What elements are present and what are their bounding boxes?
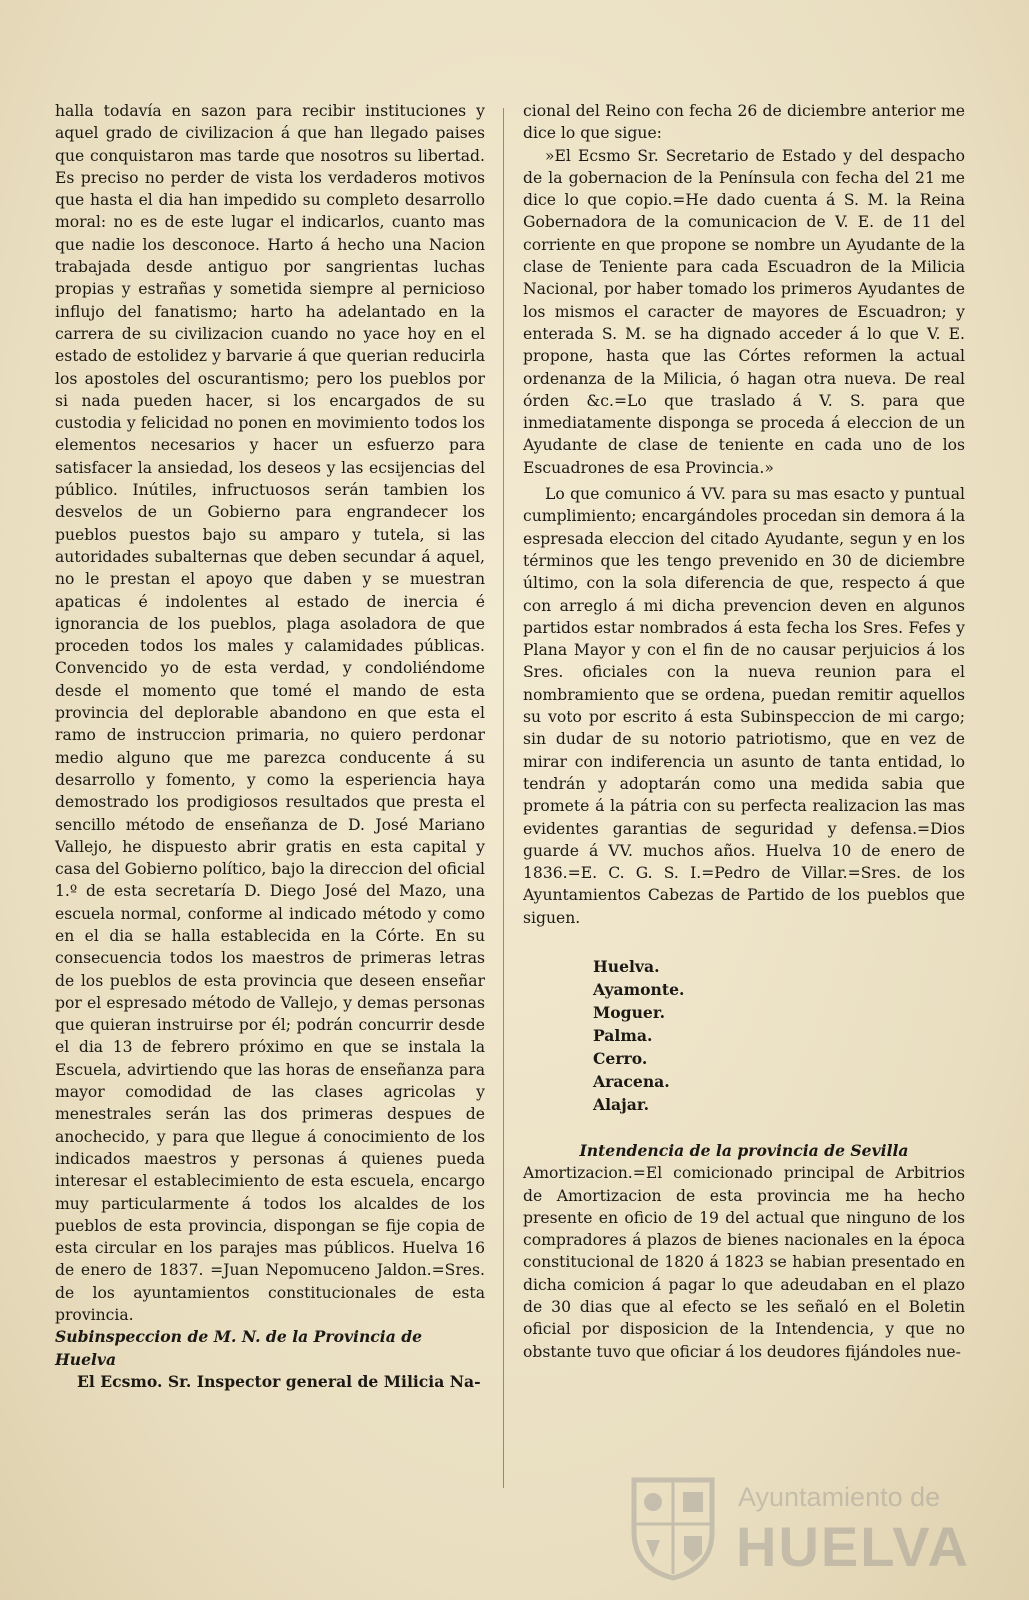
- coat-of-arms-icon: [628, 1474, 718, 1582]
- right-para-4: Amortizacion.=El comicionado principal de Arbitrios de Amortizacion de esta provincia me ha hecho presente en oficio de 19 del actual que ninguno de los compradores á plazos de bienes nacionales en la época constitucional de 1820 á 1823 se habian presentado en dicha comicion á pagar lo que adeudaban en el plazo de 30 dias que al efecto se les señaló en el Boletin oficial por disposicion de la Intendencia, y que no obstante tuvo que oficiar á los deudores fijándoles nue-: [523, 1164, 965, 1361]
- left-section-heading: Subinspeccion de M. N. de la Provincia de Huelva: [55, 1327, 423, 1369]
- right-column: [523, 100, 965, 1363]
- towns-list: [593, 955, 965, 1116]
- town-item: Alajar.: [593, 1094, 650, 1114]
- watermark-line1: Ayuntamiento de: [738, 1482, 941, 1512]
- right-para-2: »El Ecsmo Sr. Secretario de Estado y del despacho de la gobernacion de la Península con fecha del 21 me dice lo que copio.=He dado cuenta á S. M. la Reina Gobernadora de la comunicacion de V. E. de 11 del corriente en que propone se nombre un Ayudante de la clase de Teniente para cada Escuadron de la Milicia Nacional, por haber tomado los primeros Ayudantes de los mismos el caracter de mayores de Escuadron; y enterada S. M. se ha dignado acceder á lo que V. E. propone, hasta que las Córtes reformen la actual ordenanza de la Milicia, ó hagan otra nueva. De real órden &c.=Lo que traslado á V. S. para que inmediatamente disponga se proceda á eleccion de un Ayudante de clase de teniente en cada uno de los Escuadrones de esa Provincia.»: [523, 146, 965, 477]
- town-item: Cerro.: [593, 1048, 648, 1068]
- left-column: [55, 100, 485, 1393]
- town-item: Palma.: [593, 1025, 653, 1045]
- watermark: [628, 1474, 970, 1584]
- town-item: Moguer.: [593, 1002, 666, 1022]
- town-item: Ayamonte.: [593, 979, 685, 999]
- town-item: Huelva.: [593, 956, 660, 976]
- right-para-1: cional del Reino con fecha 26 de diciembre anterior me dice lo que sigue:: [523, 102, 965, 143]
- watermark-line2: HUELVA: [736, 1515, 970, 1578]
- left-body-text: halla todavía en sazon para recibir instituciones y aquel grado de civilizacion á que han llegado paises que conquistaron mas tarde que nosotros su libertad. Es preciso no perder de vista los verdaderos motivos que hasta el dia han impedido su completo desarrollo moral: no es de este lugar el indicarlos, cuanto mas que nadie los desconoce. Harto á hecho una Nacion trabajada desde antiguo por sangrientas luchas propias y estrañas y sometida siempre al pernicioso influjo del fanatismo; harto ha adelantado en la carrera de su civilizacion cuando no yace hoy en el estado de estolidez y barvarie á que querian reducirla los apostoles del oscurantismo; pero los pueblos por si nada pueden hacer, si los encargados de su custodia y felicidad no ponen en movimiento todos los elementos necesarios y hacer un esfuerzo para satisfacer la ansiedad, los deseos y las ecsijencias del público. Inútiles, infructuosos serán tambien los desvelos de un Gobierno para engrandecer los pueblos puestos bajo su amparo y tutela, si las autoridades subalternas que deben secundar á aquel, no le prestan el apoyo que daben y se muestran apaticas é indolentes al estado de inercia é ignorancia de los pueblos, plaga asoladora de que proceden todos los males y calamidades públicas. Convencido yo de esta verdad, y condoliéndome desde el momento que tomé el mando de esta provincia del deplorable abandono en que esta el ramo de instruccion primaria, no quiero perdonar medio alguno que me parezca conducente á su desarrollo y fomento, y como la esperiencia haya demostrado los prodigiosos resultados que presta el sencillo método de enseñanza de D. José Mariano Vallejo, he dispuesto abrir gratis en esta capital y casa del Gobierno político, bajo la direccion del oficial 1.º de esta secretaría D. Diego José del Mazo, una escuela normal, conforme al indicado método y como en el dia se halla establecida en la Córte. En su consecuencia todos los maestros de primeras letras de los pueblos de esta provincia que deseen enseñar por el espresado método de Vallejo, y demas personas que quieran instruirse por él; podrán concurrir desde el dia 13 de febrero próximo en que se instala la Escuela, advirtiendo que las horas de enseñanza para mayor comodidad de las clases agricolas y menestrales serán las dos primeras despues de anochecido, y para que llegue á conocimiento de los indicados maestros y personas á quienes pueda interesar el establecimiento de esta escuela, encargo muy particularmente á todos los alcaldes de los pueblos de esta provincia, dispongan se fije copia de esta circular en los parajes mas públicos. Huelva 16 de enero de 1837. =Juan Nepomuceno Jaldon.=Sres. de los ayuntamientos constitucionales de esta provincia.: [55, 102, 485, 1325]
- town-item: Aracena.: [593, 1071, 670, 1091]
- right-para-3: Lo que comunico á VV. para su mas esacto y puntual cumplimiento; encargándoles procedan sin demora á la espresada eleccion del citado Ayudante, segun y en los términos que les tengo prevenido en 30 de diciembre último, con la sola diferencia de que, respecto á que con arreglo á mi dicha prevencion deven en algunos partidos estar nombrados á esta fecha los Sres. Fefes y Plana Mayor y con el fin de no causar perjuicios á los Sres. oficiales con la nueva reunion para el nombramiento que se ordena, puedan remitir aquellos su voto por escrito á esta Subinspeccion de mi cargo; sin dudar de su notorio patriotismo, que en vez de mirar con indiferencia un asunto de tanta entidad, lo tendrán y adoptarán como una medida sabia que promete á la pátria con su perfecta realizacion las mas evidentes garantias de seguridad y defensa.=Dios guarde á VV. muchos años. Huelva 10 de enero de 1836.=E. C. G. S. I.=Pedro de Villar.=Sres. de los Ayuntamientos Cabezas de Partido de los pueblos que siguen.: [523, 485, 965, 927]
- right-section-heading: Intendencia de la provincia de Sevilla: [579, 1140, 909, 1160]
- column-divider: [503, 108, 504, 1488]
- left-section-start: El Ecsmo. Sr. Inspector general de Milicia Na-: [77, 1371, 481, 1391]
